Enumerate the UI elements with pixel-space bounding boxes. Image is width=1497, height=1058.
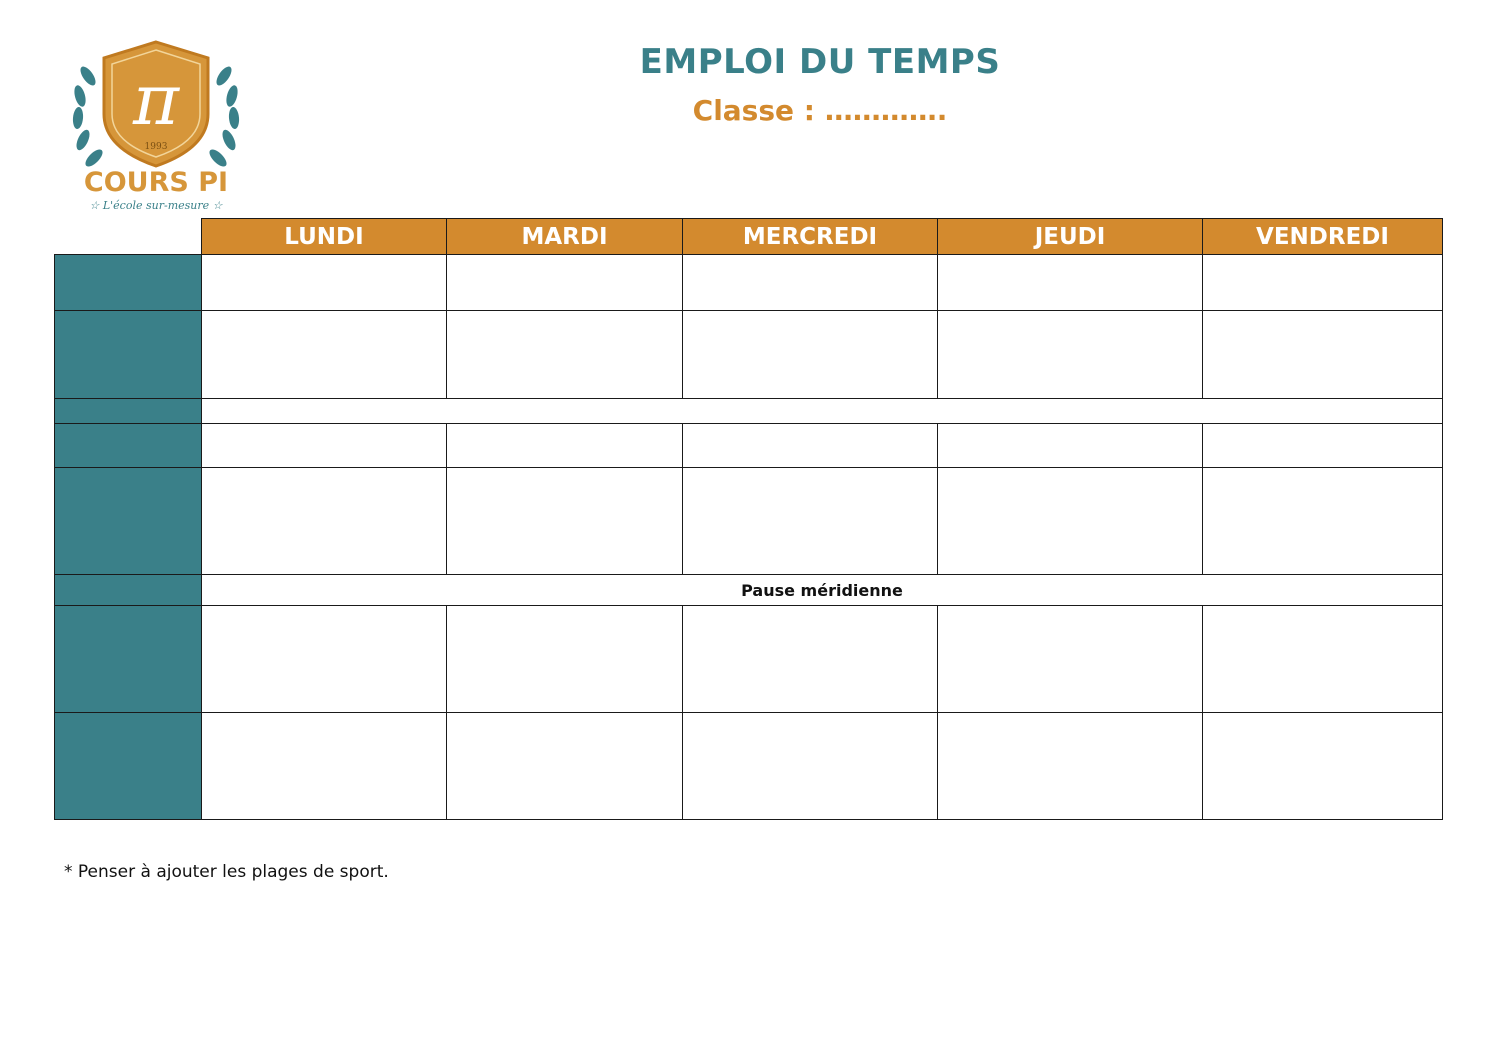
table-row bbox=[55, 255, 1443, 311]
schedule-cell[interactable] bbox=[202, 468, 447, 575]
day-header-vendredi: VENDREDI bbox=[1203, 219, 1443, 255]
schedule-cell[interactable] bbox=[202, 713, 447, 820]
schedule-cell[interactable] bbox=[683, 255, 938, 311]
schedule-cell[interactable] bbox=[202, 255, 447, 311]
schedule-cell[interactable] bbox=[1203, 424, 1443, 468]
table-row bbox=[55, 713, 1443, 820]
schedule-cell[interactable] bbox=[938, 606, 1203, 713]
cours-pi-logo bbox=[66, 36, 246, 216]
day-header-mercredi: MERCREDI bbox=[683, 219, 938, 255]
schedule-cell[interactable] bbox=[683, 468, 938, 575]
schedule-cell[interactable] bbox=[447, 606, 683, 713]
schedule-cell[interactable] bbox=[938, 424, 1203, 468]
schedule-cell[interactable] bbox=[683, 606, 938, 713]
timetable bbox=[54, 218, 1443, 820]
table-row bbox=[55, 468, 1443, 575]
time-slot-cell[interactable] bbox=[55, 713, 202, 820]
schedule-cell[interactable] bbox=[1203, 468, 1443, 575]
schedule-cell[interactable] bbox=[938, 468, 1203, 575]
time-slot-cell[interactable] bbox=[55, 311, 202, 399]
logo-tagline: ☆ L'école sur-mesure ☆ bbox=[89, 199, 223, 212]
schedule-cell[interactable] bbox=[1203, 606, 1443, 713]
schedule-cell[interactable] bbox=[447, 311, 683, 399]
table-row bbox=[55, 311, 1443, 399]
schedule-cell[interactable] bbox=[447, 424, 683, 468]
time-slot-cell[interactable] bbox=[55, 575, 202, 606]
table-row bbox=[55, 606, 1443, 713]
break-row-morning bbox=[55, 399, 1443, 424]
pi-symbol: π bbox=[132, 59, 180, 141]
schedule-cell[interactable] bbox=[447, 468, 683, 575]
table-row bbox=[55, 424, 1443, 468]
schedule-cell[interactable] bbox=[938, 255, 1203, 311]
schedule-cell[interactable] bbox=[938, 311, 1203, 399]
time-slot-cell[interactable] bbox=[55, 468, 202, 575]
schedule-cell[interactable] bbox=[683, 424, 938, 468]
logo-year: 1993 bbox=[144, 142, 168, 152]
schedule-cell[interactable] bbox=[1203, 311, 1443, 399]
day-header-row bbox=[55, 219, 1443, 255]
day-header-jeudi: JEUDI bbox=[938, 219, 1203, 255]
schedule-cell[interactable] bbox=[683, 713, 938, 820]
morning-break-cell[interactable] bbox=[202, 399, 1443, 424]
schedule-cell[interactable] bbox=[1203, 255, 1443, 311]
schedule-cell[interactable] bbox=[447, 255, 683, 311]
day-header-lundi: LUNDI bbox=[202, 219, 447, 255]
schedule-cell[interactable] bbox=[202, 311, 447, 399]
schedule-cell[interactable] bbox=[938, 713, 1203, 820]
lunch-break-row bbox=[55, 575, 1443, 606]
lunch-break-cell: Pause méridienne bbox=[202, 575, 1443, 606]
time-slot-cell[interactable] bbox=[55, 606, 202, 713]
day-header-mardi: MARDI bbox=[447, 219, 683, 255]
schedule-cell[interactable] bbox=[447, 713, 683, 820]
schedule-cell[interactable] bbox=[1203, 713, 1443, 820]
schedule-cell[interactable] bbox=[683, 311, 938, 399]
schedule-cell[interactable] bbox=[202, 424, 447, 468]
schedule-cell[interactable] bbox=[202, 606, 447, 713]
time-slot-cell[interactable] bbox=[55, 399, 202, 424]
page-title: EMPLOI DU TEMPS bbox=[639, 42, 1001, 82]
time-slot-cell[interactable] bbox=[55, 424, 202, 468]
footnote: * Penser à ajouter les plages de sport. bbox=[64, 862, 389, 882]
corner-blank bbox=[55, 219, 202, 255]
logo-name: COURS PI bbox=[83, 167, 229, 198]
time-slot-cell[interactable] bbox=[55, 255, 202, 311]
class-label: Classe : …………. bbox=[692, 94, 948, 127]
